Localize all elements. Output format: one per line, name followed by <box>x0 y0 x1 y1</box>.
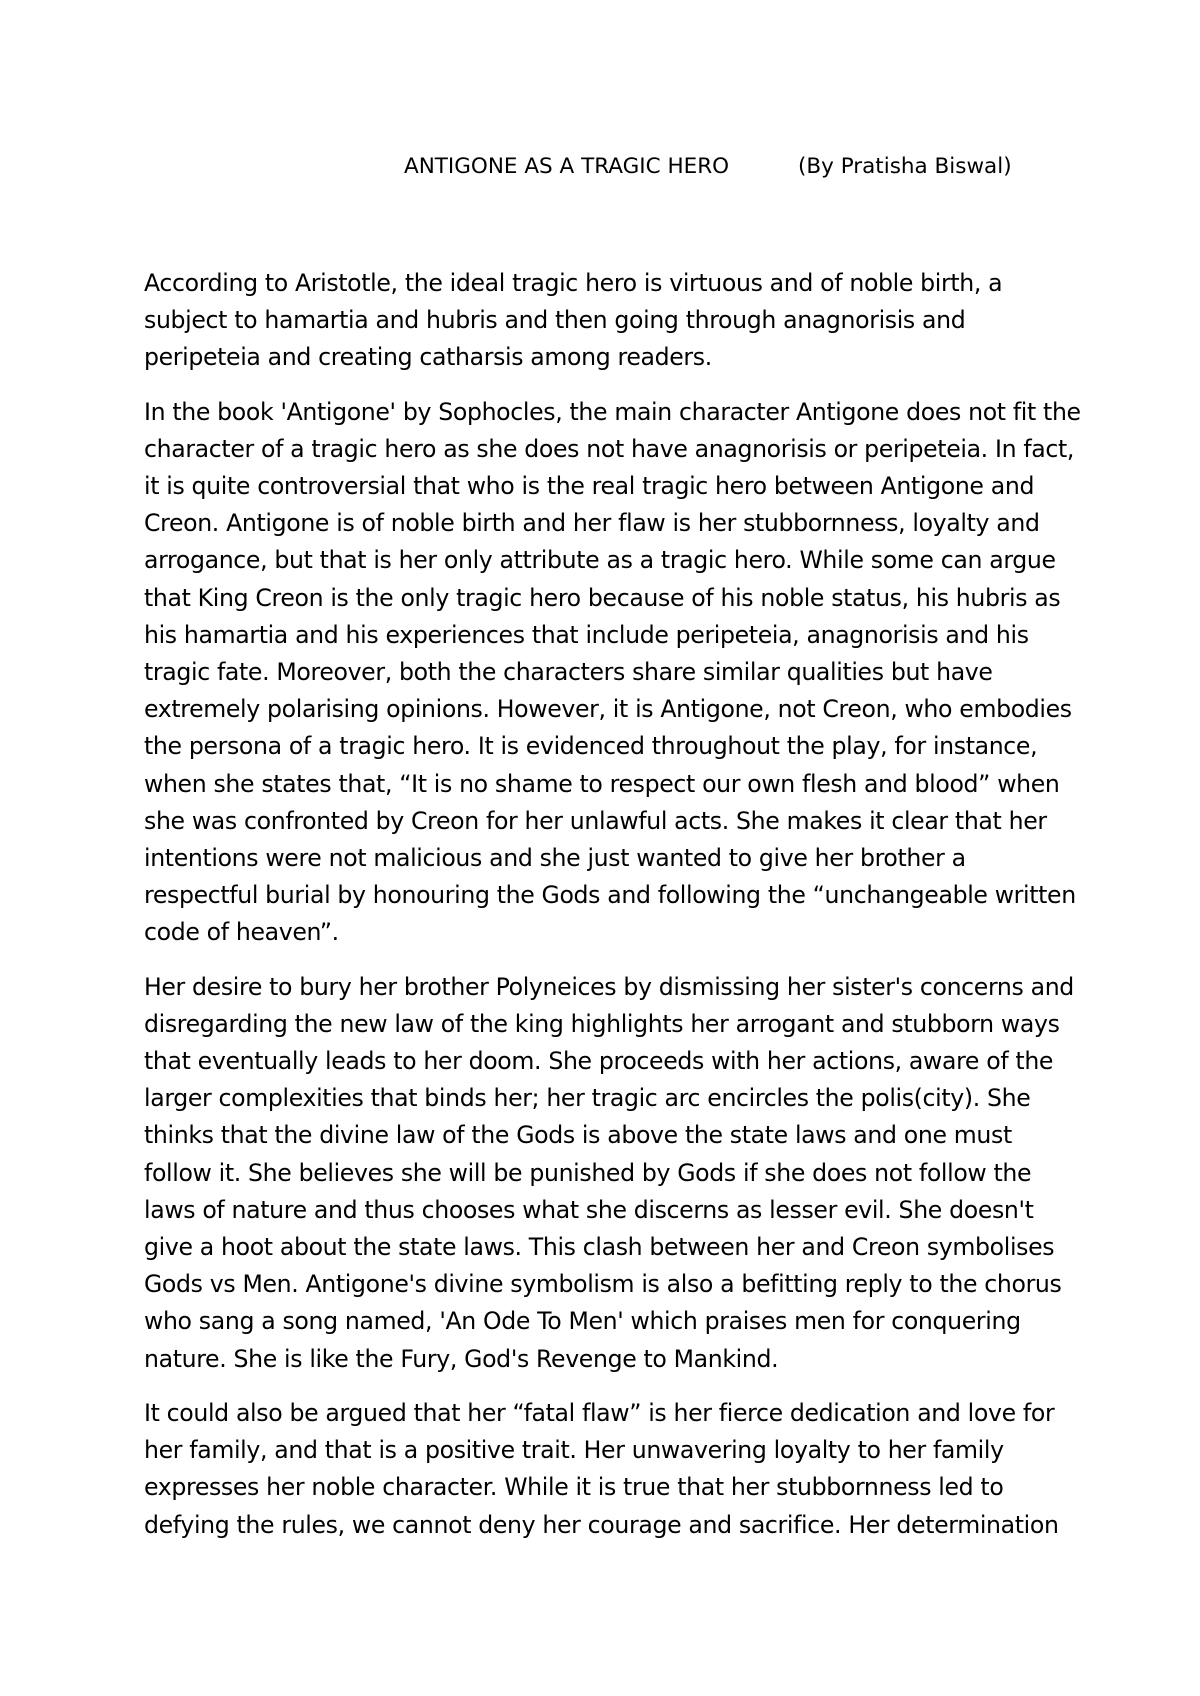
paragraph: According to Aristotle, the ideal tragic hero is virtuous and of noble birth, a subject to hamartia and hubris and then going through anagnorisis and peripeteia and creating catharsis among readers. <box>144 269 1003 372</box>
document-title: ANTIGONE AS A TRAGIC HERO <box>404 154 730 179</box>
paragraph: It could also be argued that her “fatal flaw” is her fierce dedication and love for her family, and that is a positive trait. Her unwavering loyalty to her family expresses her noble character. While it is true that her stubbornness led to defying the rules, we cannot deny her courage and sacrifice. Her determination <box>144 1398 1059 1539</box>
paragraph: Her desire to bury her brother Polyneices by dismissing her sister's concerns and disregarding the new law of the king highlights her arrogant and stubborn ways that eventually leads to her doom. She proceeds with her actions, aware of the larger complexities that binds her; her tragic arc encircles the polis(city). She thinks that the divine law of the Gods is above the state laws and one must follow it. She believes she will be punished by Gods if she does not follow the laws of nature and thus chooses what she discerns as lesser evil. She doesn't give a hoot about the state laws. This clash between her and Creon symbolises Gods vs Men. Antigone's divine symbolism is also a befitting reply to the chorus who sang a song named, 'An Ode To Men' which praises men for conquering nature. She is like the Fury, God's Revenge to Mankind. <box>144 972 1074 1373</box>
title-line <box>404 150 1084 184</box>
document-author: (By Pratisha Biswal) <box>798 154 1012 179</box>
document-body <box>144 265 1084 1561</box>
paragraph: In the book 'Antigone' by Sophocles, the main character Antigone does not fit the character of a tragic hero as she does not have anagnorisis or peripeteia. In fact, it is quite controversial that who is the real tragic hero between Antigone and Creon. Antigone is of noble birth and her flaw is her stubbornness, loyalty and arrogance, but that is her only attribute as a tragic hero. While some can argue that King Creon is the only tragic hero because of his noble status, his hubris as his hamartia and his experiences that include peripeteia, anagnorisis and his tragic fate. Moreover, both the characters share similar qualities but have extremely polarising opinions. However, it is Antigone, not Creon, who embodies the persona of a tragic hero. It is evidenced throughout the play, for instance, when she states that, “It is no shame to respect our own flesh and blood” when she was confronted by Creon for her unlawful acts. She makes it clear that her intentions were not malicious and she just wanted to give her brother a respectful burial by honouring the Gods and following the “unchangeable written code of heaven”. <box>144 397 1081 947</box>
